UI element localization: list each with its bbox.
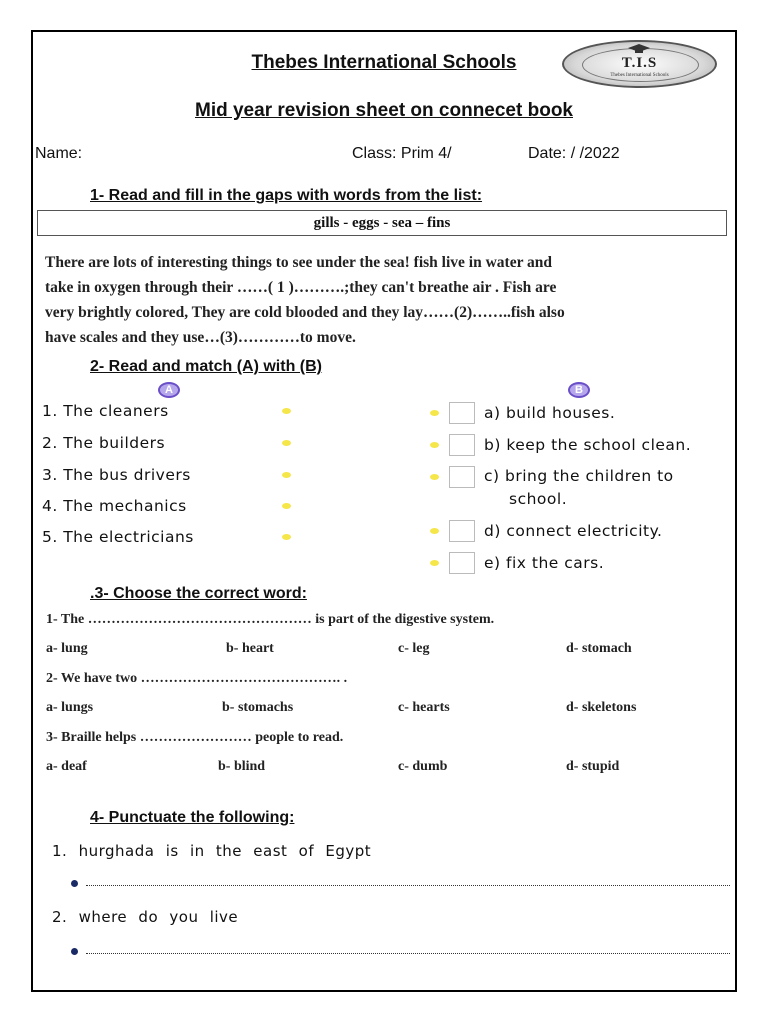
match-b-dot[interactable] — [430, 410, 439, 416]
match-a-item: 1. The cleaners — [42, 402, 169, 420]
option-a[interactable]: a- lung — [46, 641, 88, 656]
match-a-dot[interactable] — [282, 534, 291, 540]
punctuate-item: 1. hurghada is in the east of Egypt — [52, 842, 372, 860]
match-a-item: 4. The mechanics — [42, 497, 187, 515]
question-text: 3- Braille helps …………………… people to read. — [46, 730, 344, 745]
answer-line[interactable] — [86, 885, 730, 886]
option-b[interactable]: b- heart — [226, 641, 274, 656]
match-b-item: d) connect electricity. — [484, 522, 663, 540]
match-a-item: 3. The bus drivers — [42, 466, 191, 484]
option-d[interactable]: d- skeletons — [566, 700, 637, 715]
section1-heading: 1- Read and fill in the gaps with words from the list: — [90, 187, 483, 204]
paragraph-line: very brightly colored, They are cold blooded and they lay……(2)……..fish also — [45, 304, 565, 321]
option-b[interactable]: b- stomachs — [222, 700, 294, 715]
question-text: 2- We have two ……………………………………. . — [46, 671, 348, 686]
graduation-cap-icon — [628, 44, 650, 54]
option-d[interactable]: d- stupid — [566, 759, 620, 774]
answer-box[interactable] — [449, 552, 475, 574]
section4-heading: 4- Punctuate the following: — [90, 809, 295, 826]
option-c[interactable]: c- dumb — [398, 759, 448, 774]
match-a-item: 2. The builders — [42, 434, 166, 452]
paragraph-line: take in oxygen through their ……( 1 )……….;they can't breathe air . Fish are — [45, 279, 557, 296]
match-b-item: b) keep the school clean. — [484, 436, 692, 454]
match-a-dot[interactable] — [282, 472, 291, 478]
answer-box[interactable] — [449, 466, 475, 488]
option-a[interactable]: a- deaf — [46, 759, 87, 774]
bullet-icon — [71, 948, 78, 955]
answer-box[interactable] — [449, 402, 475, 424]
match-b-item: school. — [509, 490, 568, 508]
match-a-item: 5. The electricians — [42, 528, 194, 546]
class-label: Class: Prim 4/ — [352, 145, 452, 162]
school-logo — [562, 40, 717, 88]
match-b-dot[interactable] — [430, 474, 439, 480]
match-a-dot[interactable] — [282, 408, 291, 414]
fill-gaps-paragraph — [45, 250, 715, 350]
match-b-item: e) fix the cars. — [484, 554, 605, 572]
column-b-label: B — [568, 382, 590, 398]
section3-heading: .3- Choose the correct word: — [90, 585, 307, 602]
option-a[interactable]: a- lungs — [46, 700, 94, 715]
name-label: Name: — [35, 145, 83, 162]
option-c[interactable]: c- leg — [398, 641, 430, 656]
match-a-dot[interactable] — [282, 440, 291, 446]
sheet-title: Mid year revision sheet on connecet book — [195, 100, 573, 121]
school-name: Thebes International Schools — [251, 52, 517, 73]
paragraph-line: There are lots of interesting things to see under the sea! fish live in water and — [45, 254, 553, 271]
option-d[interactable]: d- stomach — [566, 641, 632, 656]
logo-text: T.I.S — [621, 55, 658, 71]
paragraph-line: have scales and they use…(3)…………to move. — [45, 329, 356, 346]
answer-line[interactable] — [86, 953, 730, 954]
option-c[interactable]: c- hearts — [398, 700, 450, 715]
section2-heading: 2- Read and match (A) with (B) — [90, 358, 323, 375]
word-list-box: gills - eggs - sea – fins — [37, 210, 727, 236]
match-b-item: a) build houses. — [484, 404, 616, 422]
answer-box[interactable] — [449, 520, 475, 542]
option-b[interactable]: b- blind — [218, 759, 266, 774]
match-b-dot[interactable] — [430, 528, 439, 534]
match-a-dot[interactable] — [282, 503, 291, 509]
match-b-dot[interactable] — [430, 560, 439, 566]
match-b-item: c) bring the children to — [484, 467, 674, 485]
question-text: 1- The ………………………………………… is part of the digestive system. — [46, 612, 495, 627]
match-b-dot[interactable] — [430, 442, 439, 448]
date-label: Date: / /2022 — [528, 145, 620, 162]
punctuate-item: 2. where do you live — [52, 908, 239, 926]
logo-subtext: Thebes International Schools — [610, 73, 669, 78]
answer-box[interactable] — [449, 434, 475, 456]
bullet-icon — [71, 880, 78, 887]
column-a-label: A — [158, 382, 180, 398]
